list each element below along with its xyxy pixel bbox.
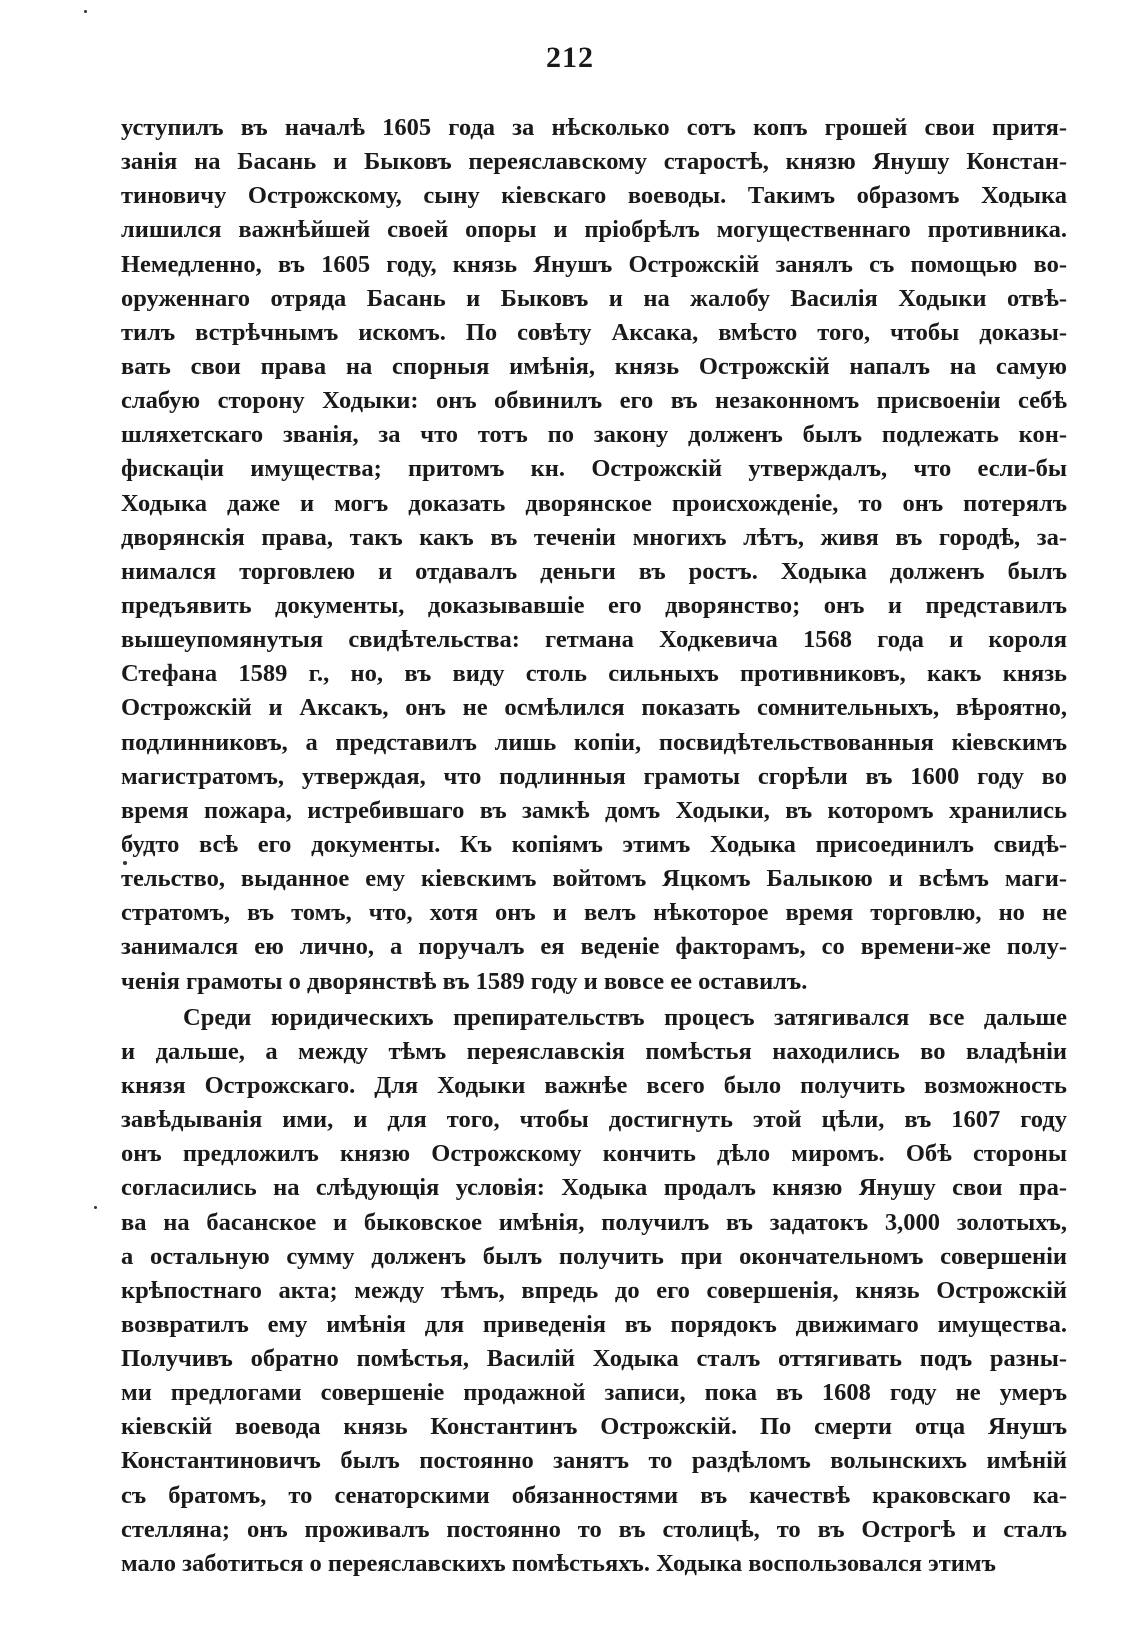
text-line: кіевскій воевода князь Константинъ Острожскій. По смерти отца Янушъ [121,1413,1067,1441]
text-line: вышеупомянутыя свидѣтельства: гетмана Ходкевича 1568 года и короля [121,626,1067,654]
text-line: Немедленно, въ 1605 году, князь Янушъ Острожскій занялъ съ помощью во- [121,250,1067,278]
text-line: онъ предложилъ князю Острожскому кончить дѣло миромъ. Обѣ стороны [121,1140,1067,1168]
print-speck [94,1206,97,1209]
text-line: а остальную сумму долженъ былъ получить при окончательномъ совершеніи [121,1242,1067,1270]
text-line: завѣдыванія ими, и для того, чтобы достигнуть этой цѣли, въ 1607 году [121,1106,1067,1134]
page-number: 212 [546,41,594,74]
text-line: Острожскій и Аксакъ, онъ не осмѣлился показать сомнительныхъ, вѣроятно, [121,694,1067,722]
text-line: стелляна; онъ проживалъ постоянно то въ столицѣ, то въ Острогѣ и сталъ [121,1515,1067,1543]
text-line: крѣпостнаго акта; между тѣмъ, впредь до его совершенія, князь Острожскій [121,1276,1067,1304]
paragraph-2 [121,1001,1067,1581]
text-line: оруженнаго отряда Басань и Быковъ и на жалобу Василія Ходыки отвѣ- [121,284,1067,312]
text-line: стратомъ, въ томъ, что, хотя онъ и велъ нѣкоторое время торговлю, но не [121,899,1067,927]
text-line: Получивъ обратно помѣстья, Василій Ходыка сталъ оттягивать подъ разны- [121,1345,1067,1373]
text-line: ченія грамоты о дворянствѣ въ 1589 году и вовсе ее оставилъ. [121,967,808,995]
text-line: ми предлогами совершеніе продажной записи, пока въ 1608 году не умеръ [121,1379,1067,1407]
text-line: лишился важнѣйшей своей опоры и пріобрѣлъ могущественнаго противника. [121,216,1067,244]
text-line: Ходыка даже и могъ доказать дворянское происхожденіе, то онъ потерялъ [121,489,1067,517]
text-line: вать свои права на спорныя имѣнія, князь Острожскій напалъ на самую [121,352,1067,380]
text-line: мало заботиться о переяславскихъ помѣстьяхъ. Ходыка воспользовался этимъ [121,1549,996,1577]
text-line: и дальше, а между тѣмъ переяславскія помѣстья находились во владѣніи [121,1037,1067,1065]
print-speck [123,861,127,865]
text-line: будто всѣ его документы. Къ копіямъ этимъ Ходыка присоединилъ свидѣ- [121,830,1067,858]
text-line: занія на Басань и Быковъ переяславскому старостѣ, князю Янушу Констан- [121,148,1067,176]
print-speck [84,10,87,13]
text-line: нимался торговлею и отдавалъ деньги въ ростъ. Ходыка долженъ былъ [121,557,1067,585]
text-line: Стефана 1589 г., но, въ виду столь сильныхъ противниковъ, какъ князь [121,660,1067,688]
text-line: предъявить документы, доказывавшіе его дворянство; онъ и представилъ [121,591,1067,619]
text-line: Среди юридическихъ препирательствъ процесъ затягивался все дальше [183,1003,1067,1031]
text-line: слабую сторону Ходыки: онъ обвинилъ его въ незаконномъ присвоеніи себѣ [121,387,1067,415]
body-text [121,111,1067,1581]
text-line: фискаціи имущества; притомъ кн. Острожскій утверждалъ, что если-бы [121,455,1067,483]
text-line: князя Острожскаго. Для Ходыки важнѣе всего было получить возможность [121,1071,1067,1099]
paragraph-1 [121,111,1067,999]
text-line: согласились на слѣдующія условія: Ходыка продалъ князю Янушу свои пра- [121,1174,1067,1202]
text-line: тельство, выданное ему кіевскимъ войтомъ Яцкомъ Балыкою и всѣмъ маги- [121,865,1067,893]
text-line: подлинниковъ, а представилъ лишь копіи, посвидѣтельствованныя кіевскимъ [121,728,1067,756]
text-line: время пожара, истребившаго въ замкѣ домъ Ходыки, въ которомъ хранились [121,796,1067,824]
text-line: тиновичу Острожскому, сыну кіевскаго воеводы. Такимъ образомъ Ходыка [121,182,1067,210]
text-line: тилъ встрѣчнымъ искомъ. По совѣту Аксака, вмѣсто того, чтобы доказы- [121,318,1067,346]
text-line: шляхетскаго званія, за что тотъ по закону долженъ былъ подлежать кон- [121,421,1067,449]
text-line: ва на басанское и быковское имѣнія, получилъ въ задатокъ 3,000 золотыхъ, [121,1208,1067,1236]
text-line: магистратомъ, утверждая, что подлинныя грамоты сгорѣли въ 1600 году во [121,762,1067,790]
text-line: дворянскія права, такъ какъ въ теченіи многихъ лѣтъ, живя въ городѣ, за- [121,523,1067,551]
text-line: занимался ею лично, а поручалъ ея веденіе факторамъ, со времени-же полу- [121,933,1067,961]
text-line: уступилъ въ началѣ 1605 года за нѣсколько сотъ копъ грошей свои притя- [121,114,1067,141]
text-line: Константиновичъ былъ постоянно занятъ то раздѣломъ волынскихъ имѣній [121,1447,1067,1475]
text-line: съ братомъ, то сенаторскими обязанностями въ качествѣ краковскаго ка- [121,1481,1067,1509]
text-line: возвратилъ ему имѣнія для приведенія въ порядокъ движимаго имущества. [121,1310,1067,1338]
